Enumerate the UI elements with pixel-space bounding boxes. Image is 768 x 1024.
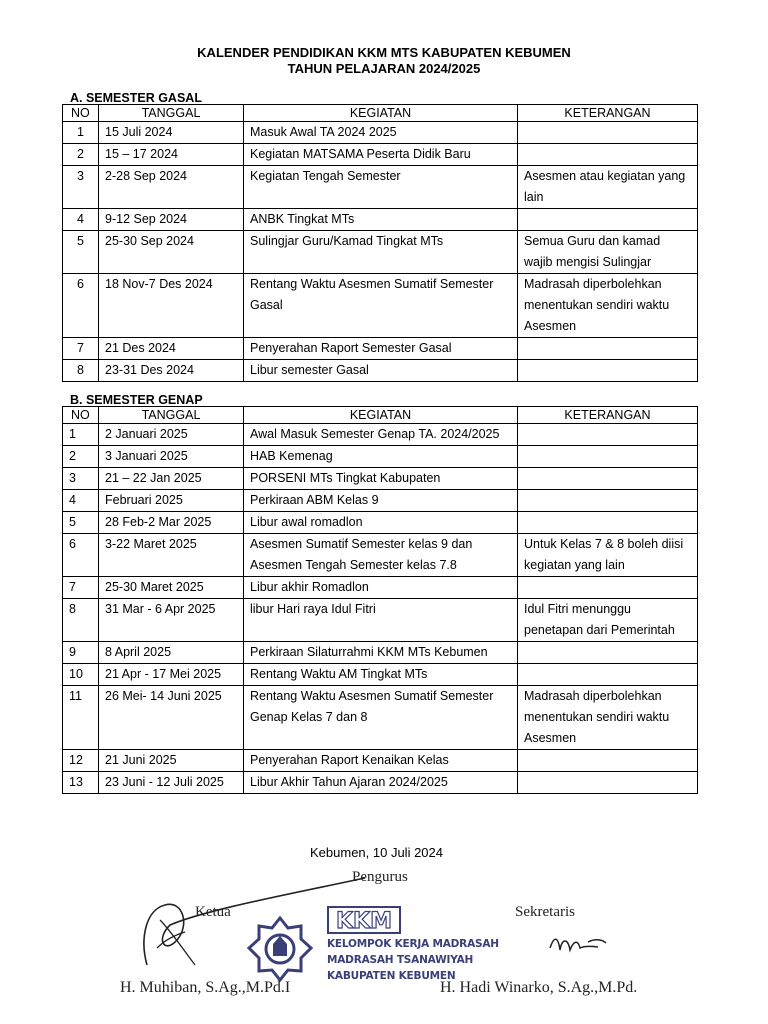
table-row xyxy=(63,599,698,642)
row-number: 7 xyxy=(63,577,99,599)
row-activity: ANBK Tingkat MTs xyxy=(244,209,518,231)
row-number: 2 xyxy=(63,144,99,166)
row-date: Februari 2025 xyxy=(99,490,244,512)
stamp-line-1: KELOMPOK KERJA MADRASAH xyxy=(327,938,499,950)
row-activity: Libur semester Gasal xyxy=(244,360,518,382)
table-row xyxy=(63,122,698,144)
column-header-kegiatan: KEGIATAN xyxy=(244,407,518,424)
row-activity: Libur akhir Romadlon xyxy=(244,577,518,599)
row-note xyxy=(518,512,698,534)
row-activity: Kegiatan MATSAMA Peserta Didik Baru xyxy=(244,144,518,166)
row-activity: Penyerahan Raport Semester Gasal xyxy=(244,338,518,360)
row-date: 21 Juni 2025 xyxy=(99,750,244,772)
table-row xyxy=(63,166,698,209)
column-header-tanggal: TANGGAL xyxy=(99,105,244,122)
row-date: 21 Apr - 17 Mei 2025 xyxy=(99,664,244,686)
row-note xyxy=(518,772,698,794)
kkm-logo-icon xyxy=(327,906,401,934)
row-number: 4 xyxy=(63,209,99,231)
row-note: Untuk Kelas 7 & 8 boleh diisi kegiatan yang lain xyxy=(518,534,698,577)
row-number: 12 xyxy=(63,750,99,772)
section-heading-gasal: A. SEMESTER GASAL xyxy=(70,91,202,105)
table-row xyxy=(63,338,698,360)
row-date: 21 Des 2024 xyxy=(99,338,244,360)
column-header-kegiatan: KEGIATAN xyxy=(244,105,518,122)
table-row xyxy=(63,577,698,599)
row-activity: Sulingjar Guru/Kamad Tingkat MTs xyxy=(244,231,518,274)
row-note xyxy=(518,468,698,490)
row-number: 5 xyxy=(63,231,99,274)
row-number: 13 xyxy=(63,772,99,794)
row-activity: PORSENI MTs Tingkat Kabupaten xyxy=(244,468,518,490)
column-header-keterangan: KETERANGAN xyxy=(518,407,698,424)
row-date: 25-30 Sep 2024 xyxy=(99,231,244,274)
table-row xyxy=(63,360,698,382)
table-row xyxy=(63,446,698,468)
row-note: Asesmen atau kegiatan yang lain xyxy=(518,166,698,209)
table-row xyxy=(63,144,698,166)
kemenag-logo-icon xyxy=(245,914,315,984)
row-number: 8 xyxy=(63,360,99,382)
table-row xyxy=(63,642,698,664)
stamp-line-3: KABUPATEN KEBUMEN xyxy=(327,970,456,982)
row-date: 21 – 22 Jan 2025 xyxy=(99,468,244,490)
pengurus-label: Pengurus xyxy=(352,869,408,885)
document-title: KALENDER PENDIDIKAN KKM MTS KABUPATEN KEBUMEN xyxy=(197,45,571,60)
table-row xyxy=(63,664,698,686)
row-note xyxy=(518,338,698,360)
row-date: 2 Januari 2025 xyxy=(99,424,244,446)
row-activity: Asesmen Sumatif Semester kelas 9 dan Asesmen Tengah Semester kelas 7.8 xyxy=(244,534,518,577)
table-row xyxy=(63,750,698,772)
sekretaris-label: Sekretaris xyxy=(515,904,575,920)
table-semester-gasal xyxy=(62,104,698,382)
row-note: Idul Fitri menunggu penetapan dari Pemerintah xyxy=(518,599,698,642)
row-date: 3 Januari 2025 xyxy=(99,446,244,468)
row-number: 8 xyxy=(63,599,99,642)
row-activity: Rentang Waktu AM Tingkat MTs xyxy=(244,664,518,686)
row-activity: Perkiraan ABM Kelas 9 xyxy=(244,490,518,512)
table-row xyxy=(63,490,698,512)
row-activity: Penyerahan Raport Kenaikan Kelas xyxy=(244,750,518,772)
row-number: 9 xyxy=(63,642,99,664)
table-row xyxy=(63,231,698,274)
row-note xyxy=(518,490,698,512)
sekretaris-signature xyxy=(548,928,608,958)
row-number: 2 xyxy=(63,446,99,468)
row-note xyxy=(518,642,698,664)
row-activity: HAB Kemenag xyxy=(244,446,518,468)
row-date: 3-22 Maret 2025 xyxy=(99,534,244,577)
row-number: 5 xyxy=(63,512,99,534)
column-header-no: NO xyxy=(63,407,99,424)
row-date: 31 Mar - 6 Apr 2025 xyxy=(99,599,244,642)
row-activity: Perkiraan Silaturrahmi KKM MTs Kebumen xyxy=(244,642,518,664)
sekretaris-name: H. Hadi Winarko, S.Ag.,M.Pd. xyxy=(440,979,638,996)
table-row xyxy=(63,468,698,490)
table-row xyxy=(63,772,698,794)
row-note xyxy=(518,750,698,772)
table-header-row xyxy=(63,105,698,122)
row-number: 3 xyxy=(63,468,99,490)
row-number: 7 xyxy=(63,338,99,360)
document-subtitle: TAHUN PELAJARAN 2024/2025 xyxy=(287,61,481,76)
row-date: 15 – 17 2024 xyxy=(99,144,244,166)
table-row xyxy=(63,274,698,338)
row-note: Semua Guru dan kamad wajib mengisi Sulingjar xyxy=(518,231,698,274)
table-row xyxy=(63,512,698,534)
row-number: 6 xyxy=(63,534,99,577)
row-number: 3 xyxy=(63,166,99,209)
row-number: 4 xyxy=(63,490,99,512)
row-note xyxy=(518,144,698,166)
row-activity: Kegiatan Tengah Semester xyxy=(244,166,518,209)
row-note xyxy=(518,360,698,382)
column-header-keterangan: KETERANGAN xyxy=(518,105,698,122)
row-note: Madrasah diperbolehkan menentukan sendiri waktu Asesmen xyxy=(518,686,698,750)
row-date: 26 Mei- 14 Juni 2025 xyxy=(99,686,244,750)
row-date: 18 Nov-7 Des 2024 xyxy=(99,274,244,338)
row-number: 11 xyxy=(63,686,99,750)
row-number: 10 xyxy=(63,664,99,686)
row-activity: Awal Masuk Semester Genap TA. 2024/2025 xyxy=(244,424,518,446)
table-header-row xyxy=(63,407,698,424)
row-note xyxy=(518,664,698,686)
row-note xyxy=(518,424,698,446)
ketua-name: H. Muhiban, S.Ag.,M.Pd.I xyxy=(120,979,291,996)
row-activity: Rentang Waktu Asesmen Sumatif Semester Gasal xyxy=(244,274,518,338)
stamp-line-2: MADRASAH TSANAWIYAH xyxy=(327,954,474,966)
row-date: 28 Feb-2 Mar 2025 xyxy=(99,512,244,534)
row-note xyxy=(518,209,698,231)
row-note xyxy=(518,122,698,144)
row-number: 1 xyxy=(63,122,99,144)
column-header-tanggal: TANGGAL xyxy=(99,407,244,424)
stamp-logo-text: KKM xyxy=(336,909,392,934)
table-row xyxy=(63,686,698,750)
row-note xyxy=(518,446,698,468)
row-activity: Libur Akhir Tahun Ajaran 2024/2025 xyxy=(244,772,518,794)
row-date: 23 Juni - 12 Juli 2025 xyxy=(99,772,244,794)
row-activity: Masuk Awal TA 2024 2025 xyxy=(244,122,518,144)
column-header-no: NO xyxy=(63,105,99,122)
table-row xyxy=(63,209,698,231)
row-activity: libur Hari raya Idul Fitri xyxy=(244,599,518,642)
row-date: 23-31 Des 2024 xyxy=(99,360,244,382)
row-activity: Libur awal romadlon xyxy=(244,512,518,534)
row-date: 15 Juli 2024 xyxy=(99,122,244,144)
row-number: 6 xyxy=(63,274,99,338)
ketua-label: Ketua xyxy=(195,904,231,920)
row-number: 1 xyxy=(63,424,99,446)
row-date: 2-28 Sep 2024 xyxy=(99,166,244,209)
table-semester-genap xyxy=(62,406,698,794)
row-note: Madrasah diperbolehkan menentukan sendiri waktu Asesmen xyxy=(518,274,698,338)
section-heading-genap: B. SEMESTER GENAP xyxy=(70,393,203,407)
table-row xyxy=(63,424,698,446)
row-date: 9-12 Sep 2024 xyxy=(99,209,244,231)
place-date: Kebumen, 10 Juli 2024 xyxy=(310,845,443,860)
row-date: 8 April 2025 xyxy=(99,642,244,664)
table-row xyxy=(63,534,698,577)
row-note xyxy=(518,577,698,599)
row-date: 25-30 Maret 2025 xyxy=(99,577,244,599)
row-activity: Rentang Waktu Asesmen Sumatif Semester Genap Kelas 7 dan 8 xyxy=(244,686,518,750)
